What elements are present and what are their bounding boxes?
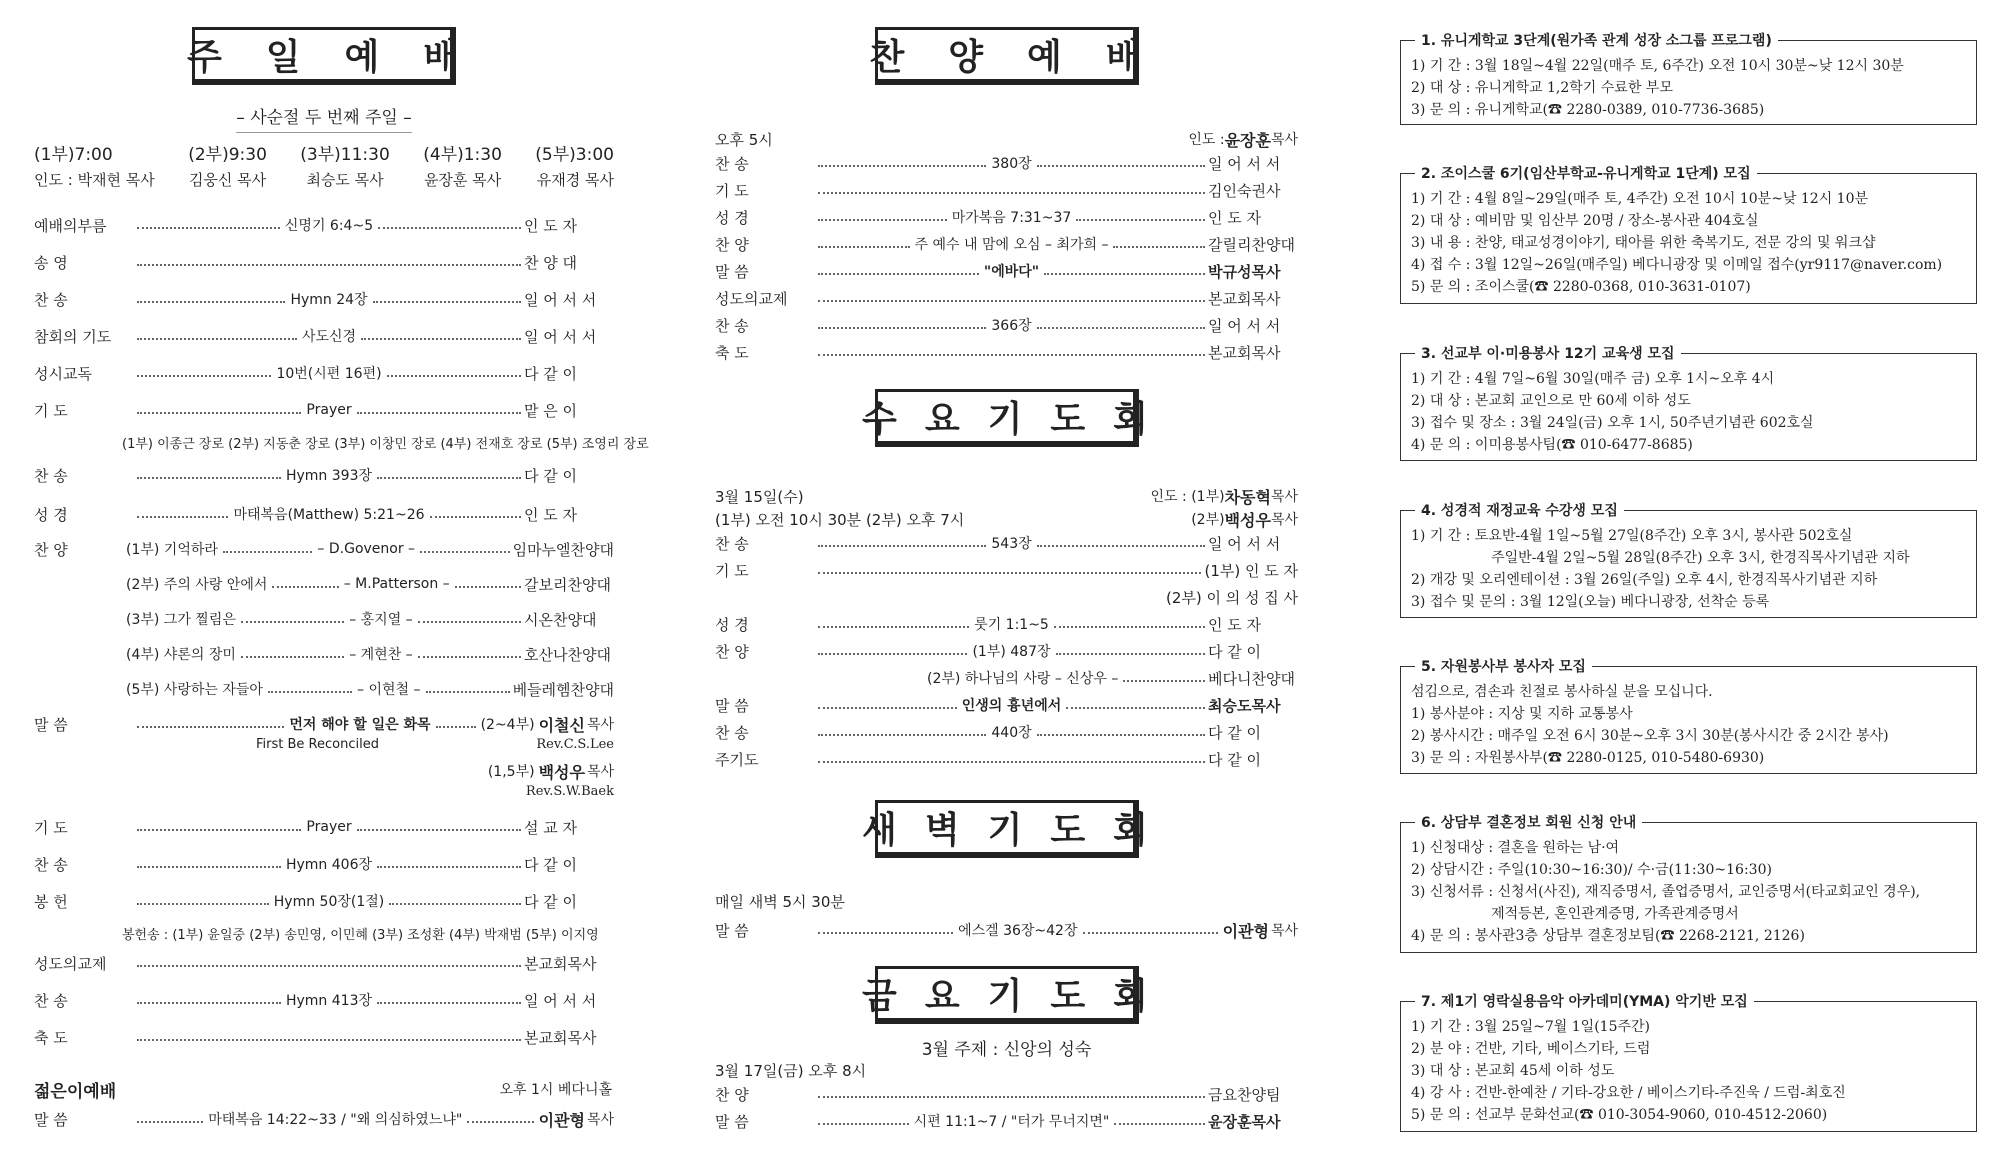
service-time-5: (5부)3:00 유재경 목사 — [535, 145, 614, 189]
order-row: 말 씀 인생의 흉년에서 최승도목사 — [715, 696, 1281, 715]
order-row: 말 씀 "에바다" 박규성목사 — [715, 262, 1281, 281]
friday-date: 3월 17일(금) 오후 8시 — [715, 1061, 867, 1080]
notice-box-5: 5. 자원봉사부 봉사자 모집 섬김으로, 겸손과 친절로 봉사하실 분을 모십니다. 1) 봉사분야 : 지상 및 지하 교통봉사 2) 봉사시간 : 매주일 오전 6시 30분~오후 3시 30분(봉사시간 중 2시간 봉사) 3) 문 의 : 자원봉사부(☎ 2280-0125, 010-5480-6930) — [1400, 666, 1977, 774]
order-row: 찬 양 주 예수 내 맘에 오심 – 최가희 – 갈릴리찬양대 — [715, 235, 1295, 254]
order-row: 기 도 (1부) 인 도 자 — [715, 561, 1298, 580]
order-row: 기 도 Prayer 맡 은 이 — [34, 401, 578, 420]
order-row: 기 도 Prayer 설 교 자 — [34, 818, 578, 837]
notice-box-1: 1. 유니게학교 3단계(원가족 관계 성장 소그룹 프로그램) 1) 기 간 : 3월 18일~4월 22일(매주 토, 6주간) 오전 10시 30분~낮 12시 30분 2) 대 상 : 유니게학교 1,2학기 수료한 부모 3) 문 의 : 유니게학교(☎ 2280-0389, 010-7736-3685) — [1400, 40, 1977, 125]
order-row: 성 경 룻기 1:1~5 인 도 자 — [715, 615, 1262, 634]
order-row: 말 씀 시편 11:1~7 / "터가 무너지면" 윤장훈목사 — [715, 1112, 1281, 1131]
order-row: 성도의교제 본교회목사 — [715, 289, 1281, 308]
service-time-4: (4부)1:30 윤장훈 목사 — [423, 145, 502, 189]
service-time-3: (3부)11:30 최승도 목사 — [300, 145, 390, 189]
friday-prayer-title: 금 요 기 도 회 — [875, 966, 1139, 1024]
youth-header: 젊은이예배 오후 1시 베다니홀 — [34, 1081, 612, 1102]
preacher2-en: Rev.S.W.Baek — [525, 784, 614, 799]
order-row: 성 경 마가복음 7:31~37 인 도 자 — [715, 208, 1262, 227]
wednesday-header: 3월 15일(수) 인도 : (1부) 차동혁 목사 — [715, 487, 1298, 507]
order-row: 참회의 기도 사도신경 일 어 서 서 — [34, 327, 597, 346]
preacher2-row: (1,5부) 백성우 목사 — [487, 762, 614, 782]
service-time-1: (1부)7:00 인도 : 박재현 목사 — [34, 145, 155, 189]
order-row: 찬 송 440장 다 같 이 — [715, 723, 1262, 742]
title-char: 일 — [265, 37, 301, 78]
service-times — [34, 140, 614, 190]
notice-box-3: 3. 선교부 이·미용봉사 12기 교육생 모집 1) 기 간 : 4월 7일~6월 30일(매주 금) 오후 1시~오후 4시 2) 대 상 : 본교회 교인으로 만 60세 이하 성도 3) 접수 및 장소 : 3월 24일(금) 오후 1시, 50주년기념관 602호실 4) 문 의 : 이미용봉사팀(☎ 010-6477-8685) — [1400, 353, 1977, 461]
order-row: 찬 송 Hymn 406장 다 같 이 — [34, 855, 578, 874]
wednesday-anthem-2: (2부) 하나님의 사랑 – 신상우 – 베다니찬양대 — [927, 669, 1295, 688]
wednesday-prayer-title: 수 요 기 도 회 — [875, 389, 1139, 447]
anthem-row: (5부) 사랑하는 자들아 – 이현철 – 베들레헴찬양대 — [126, 680, 615, 699]
sunday-worship-title — [186, 27, 459, 85]
order-row: 찬 송 Hymn 393장 다 같 이 — [34, 466, 578, 485]
title-char: 주 — [186, 37, 222, 78]
order-row: 찬 송 380장 일 어 서 서 — [715, 154, 1281, 173]
dawn-prayer-title: 새 벽 기 도 회 — [875, 800, 1139, 858]
sunday-subtitle: – 사순절 두 번째 주일 – — [34, 103, 614, 133]
order-row: 성 경 마태복음(Matthew) 5:21~26 인 도 자 — [34, 505, 578, 524]
praise-worship-title: 찬 양 예 배 — [875, 27, 1139, 85]
dawn-time: 매일 새벽 5시 30분 — [715, 892, 845, 911]
friday-theme: 3월 주제 : 신앙의 성숙 — [921, 1040, 1092, 1060]
order-row: 봉 헌 Hymn 50장(1절) 다 같 이 — [34, 892, 578, 911]
youth-row: 말 씀 마태복음 14:22~33 / "왜 의심하였느냐" 이관형 목사 — [34, 1110, 614, 1130]
order-row: 축 도 본교회목사 — [34, 1028, 597, 1047]
anthem-row: (3부) 그가 찔림은 – 홍지열 – 시온찬양대 — [126, 610, 597, 629]
dawn-row: 말 씀 에스겔 36장~42장 이관형 목사 — [715, 921, 1298, 941]
offering-note: 봉헌송 : (1부) 윤일중 (2부) 송민영, 이민혜 (3부) 조성환 (4부) 박재범 (5부) 이지영 — [122, 928, 599, 943]
order-row: 기 도 김인숙권사 — [715, 181, 1281, 200]
wednesday-header-2: (1부) 오전 10시 30분 (2부) 오후 7시 (2부) 백성우 목사 — [715, 510, 1298, 530]
anthem-row: (4부) 샤론의 장미 – 계현찬 – 호산나찬양대 — [126, 645, 611, 664]
order-row: 주기도 다 같 이 — [715, 750, 1262, 769]
order-row: 찬 송 366장 일 어 서 서 — [715, 316, 1281, 335]
order-row: 예배의부름 신명기 6:4~5 인 도 자 — [34, 216, 578, 235]
order-row: 찬 송 Hymn 413장 일 어 서 서 — [34, 991, 597, 1010]
sermon-title-en: First Be Reconciled — [256, 737, 379, 752]
order-row: 송 영 찬 양 대 — [34, 253, 578, 272]
notice-box-6: 6. 상담부 결혼정보 회원 신청 안내 1) 신청대상 : 결혼을 원하는 남·여 2) 상담시간 : 주일(10:30~16:30)/ 수·금(11:30~16:30) 3) 신청서류 : 신청서(사진), 재직증명서, 졸업증명서, 교인증명서(타교회교인 경우), 제적등본, 혼인관계증명, 가족관계증명서 4) 문 의 : 봉사관3층 상담부 결혼정보팀(☎ 2268-2121, 2126) — [1400, 822, 1977, 953]
title-char: 예 — [344, 37, 380, 78]
wednesday-prayer-2: (2부) 이 의 성 집 사 — [1165, 588, 1298, 607]
praise-header: 오후 5시 인도 : 윤장훈 목사 — [715, 130, 1298, 150]
order-row: 성시교독 10번(시편 16편) 다 같 이 — [34, 364, 578, 383]
sermon-row: 말 씀 먼저 해야 할 일은 화목 (2~4부) 이철신 목사 — [34, 715, 614, 735]
order-row: 찬 양 (1부) 487장 다 같 이 — [715, 642, 1262, 661]
order-row: 찬 송 543장 일 어 서 서 — [715, 534, 1281, 553]
preacher1-en: Rev.C.S.Lee — [536, 737, 614, 752]
order-row: 축 도 본교회목사 — [715, 343, 1281, 362]
anthem-row: 찬 양 (1부) 기억하라 – D.Govenor – 임마누엘찬양대 — [34, 540, 615, 559]
order-row: 찬 송 Hymn 24장 일 어 서 서 — [34, 290, 597, 309]
order-row: 성도의교제 본교회목사 — [34, 954, 597, 973]
service-time-2: (2부)9:30 김웅신 목사 — [188, 145, 267, 189]
notice-box-4: 4. 성경적 재정교육 수강생 모집 1) 기 간 : 토요반-4월 1일~5월 27일(8주간) 오후 3시, 봉사관 502호실 주일반-4월 2일~5월 28일(8주간) 오후 3시, 한경직목사기념관 지하 2) 개강 및 오리엔테이션 : 3월 26일(주일) 오후 4시, 한경직목사기념관 지하 3) 접수 및 문의 : 3월 12일(오늘) 베다니광장, 선착순 등록 — [1400, 510, 1977, 618]
title-char: 배 — [423, 37, 459, 78]
order-row: 찬 양 금요찬양팀 — [715, 1085, 1281, 1104]
notice-box-2: 2. 조이스쿨 6기(임산부학교-유니게학교 1단계) 모집 1) 기 간 : 4월 8일~29일(매주 토, 4주간) 오전 10시 10분~낮 12시 10분 2) 대 상 : 예비맘 및 임산부 20명 / 장소-봉사관 404호실 3) 내 용 : 찬양, 태교성경이야기, 태아를 위한 축복기도, 전문 강의 및 워크샵 4) 접 수 : 3월 12일~26일(매주일) 베다니광장 및 이메일 접수(yr9117@naver.com) 5) 문 의 : 조이스쿨(☎ 2280-0368, 010-3631-0107) — [1400, 173, 1977, 304]
notice-box-7: 7. 제1기 영락실용음악 아카데미(YMA) 악기반 모집 1) 기 간 : 3월 25일~7월 1일(15주간) 2) 분 야 : 건반, 기타, 베이스기타, 드럼 3) 대 상 : 본교회 45세 이하 성도 4) 강 사 : 건반-한예찬 / 기타-강요한 / 베이스기타-주진욱 / 드럼-최호진 5) 문 의 : 선교부 문화선교(☎ 010-3054-9060, 010-4512-2060) — [1400, 1001, 1977, 1132]
prayer-leaders-note: (1부) 이종근 장로 (2부) 지동춘 장로 (3부) 이창민 장로 (4부) 전재호 장로 (5부) 조영리 장로 — [122, 437, 649, 452]
anthem-row: (2부) 주의 사랑 안에서 – M.Patterson – 갈보리찬양대 — [126, 575, 611, 594]
